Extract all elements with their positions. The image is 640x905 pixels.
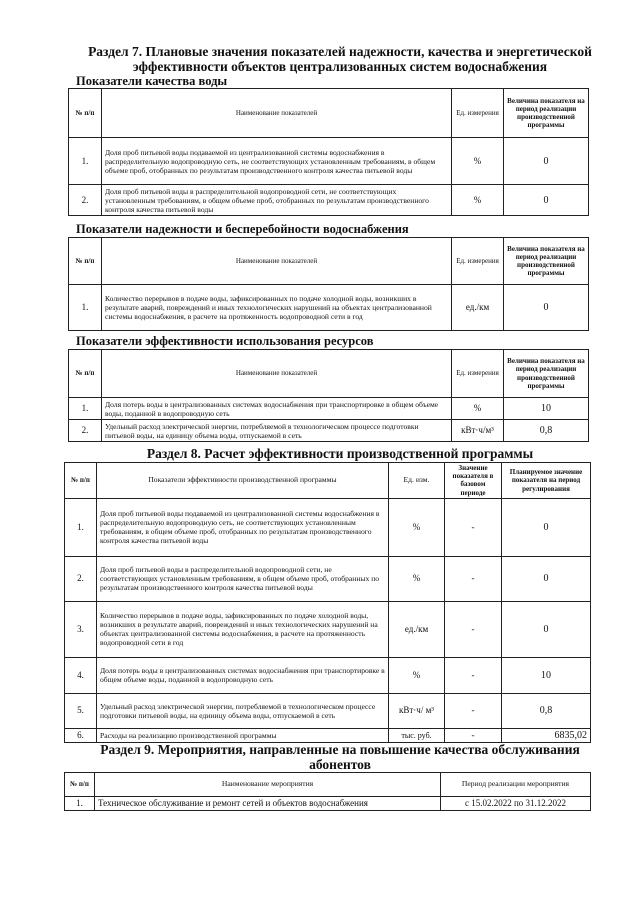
row-name: Доля проб питьевой воды в распределительной водопроводной сети, не соответствующих установленным требованиям, в общем объеме проб, отобранных по результатам производственного контроля качества питьевой воды (97, 556, 389, 601)
col-value: Величина показателя на период реализации производственной программы (504, 350, 589, 398)
row-planned: 0 (502, 556, 591, 601)
reliability-table (68, 237, 589, 331)
measures-table (64, 772, 591, 811)
row-base: - (445, 556, 502, 601)
row-num: 4. (65, 657, 97, 693)
row-period: с 15.02.2022 по 31.12.2022 (441, 797, 591, 811)
col-num: № п/п (69, 350, 102, 398)
row-unit: % (389, 556, 445, 601)
row-num: 1. (65, 498, 97, 556)
row-name: Количество перерывов в подаче воды, зафиксированных по подаче холодной воды, возникших в результате аварий, повреждений и иных технологических нарушений на объектах централизованной системы водоснабжения, в расчете на протяженность водопроводной сети в год (97, 601, 389, 657)
row-planned: 0,8 (502, 693, 591, 728)
row-base: - (445, 728, 502, 742)
row-value: 0 (504, 185, 589, 216)
reliability-title: Показатели надежности и бесперебойности водоснабжения (76, 222, 409, 236)
row-unit: % (452, 398, 504, 420)
row-planned: 0 (502, 498, 591, 556)
quality-title: Показатели качества воды (76, 74, 228, 88)
table-row (65, 556, 591, 601)
row-unit: % (452, 138, 504, 185)
row-name: Удельный расход электрической энергии, потребляемой в технологическом процессе подготовки питьевой воды, на единицу объема воды, отпускаемой в сеть (102, 420, 452, 442)
row-num: 1. (69, 398, 102, 420)
row-num: 1. (69, 138, 102, 185)
row-planned: 0 (502, 601, 591, 657)
row-unit: кВт·ч/ м³ (389, 693, 445, 728)
row-unit: % (452, 185, 504, 216)
row-name: Доля проб питьевой воды в распределительной водопроводной сети, не соответствующих установленным требованиям, в общем объеме проб, отобранных по результатам производственного контроля качества питьевой воды (102, 185, 452, 216)
row-name: Количество перерывов в подаче воды, зафиксированных по подаче холодной воды, возникших в результате аварий, повреждений и иных технологических нарушений на объектах централизованной системы водоснабжения, в расчете на протяженность водопроводной сети в год (102, 285, 452, 331)
col-name: Наименование мероприятия (95, 773, 441, 797)
table-row (69, 138, 589, 185)
col-num: № п/п (65, 773, 95, 797)
row-num: 5. (65, 693, 97, 728)
row-num: 2. (65, 556, 97, 601)
table-row (69, 285, 589, 331)
table-row (65, 693, 591, 728)
row-name: Расходы на реализацию производственной программы (97, 728, 389, 742)
table-row (69, 185, 589, 216)
row-value: 10 (504, 398, 589, 420)
col-num: № п/п (69, 238, 102, 285)
section7-title (70, 44, 610, 74)
section7-title-line2: эффективности объектов централизованных систем водоснабжения (132, 59, 548, 74)
row-unit: тыс. руб. (389, 728, 445, 742)
section8-header-row (65, 463, 591, 499)
col-planned: Планируемое значение показателя на период регулирования (502, 463, 591, 499)
row-base: - (445, 498, 502, 556)
section9-title-line2: абонентов (309, 757, 371, 772)
section7-title-line1: Раздел 7. Плановые значения показателей надежности, качества и энергетической (88, 44, 592, 59)
row-name: Удельный расход электрической энергии, потребляемой в технологическом процессе подготовки питьевой воды, на единицу объема воды, отпускаемой в сеть (97, 693, 389, 728)
row-planned: 6835,02 (502, 728, 591, 742)
table-row (69, 420, 589, 442)
row-name: Доля потерь воды в централизованных системах водоснабжения при транспортировке в общем объеме воды, поданной в водопроводную сеть (102, 398, 452, 420)
efficiency-calc-table (64, 462, 591, 743)
row-base: - (445, 657, 502, 693)
row-unit: % (389, 657, 445, 693)
row-num: 1. (65, 797, 95, 811)
row-unit: ед./км (452, 285, 504, 331)
row-unit: % (389, 498, 445, 556)
table-row (65, 797, 591, 811)
section9-title-line1: Раздел 9. Мероприятия, направленные на повышение качества обслуживания (100, 742, 580, 757)
row-name: Доля проб питьевой воды подаваемой из централизованной системы водоснабжения в распределительную водопроводную сеть, не соответствующих установленным требованиям, в общем объеме проб, отобранных по результатам производственного контроля качества питьевой воды (102, 138, 452, 185)
col-name: Наименование показателей (102, 238, 452, 285)
row-name: Доля потерь воды в централизованных системах водоснабжения при транспортировке в общем объеме воды, поданной в водопроводную сеть (97, 657, 389, 693)
row-unit: кВт·ч/м³ (452, 420, 504, 442)
row-value: 0 (504, 138, 589, 185)
col-period: Период реализации мероприятия (441, 773, 591, 797)
col-name: Наименование показателей (102, 350, 452, 398)
col-name: Показатели эффективности производственной программы (97, 463, 389, 499)
table-row (65, 657, 591, 693)
row-num: 1. (69, 285, 102, 331)
section9-title (70, 742, 610, 772)
col-unit: Ед. измерения (452, 238, 504, 285)
col-unit: Ед. измерения (452, 89, 504, 138)
efficiency-title: Показатели эффективности использования ресурсов (76, 334, 374, 348)
section8-title: Раздел 8. Расчет эффективности производственной программы (146, 446, 534, 461)
col-num: № п/п (69, 89, 102, 138)
col-unit: Ед. измерения (452, 350, 504, 398)
row-unit: ед./км (389, 601, 445, 657)
row-value: 0,8 (504, 420, 589, 442)
row-num: 2. (69, 420, 102, 442)
table-row (65, 498, 591, 556)
table-row (69, 398, 589, 420)
row-num: 2. (69, 185, 102, 216)
quality-table (68, 88, 589, 216)
row-base: - (445, 693, 502, 728)
row-num: 6. (65, 728, 97, 742)
efficiency-header-row (69, 350, 589, 398)
col-value: Величина показателя на период реализации производственной программы (504, 89, 589, 138)
row-planned: 10 (502, 657, 591, 693)
col-name: Наименование показателей (102, 89, 452, 138)
col-num: № п/п (65, 463, 97, 499)
efficiency-table (68, 349, 589, 442)
section9-header-row (65, 773, 591, 797)
table-row (65, 728, 591, 742)
reliability-header-row (69, 238, 589, 285)
row-name: Доля проб питьевой воды подаваемой из централизованной системы водоснабжения в распределительную водопроводную сеть, не соответствующих установленным требованиям, в общем объеме проб, отобранных по результатам производственного контроля качества питьевой воды (97, 498, 389, 556)
row-num: 3. (65, 601, 97, 657)
row-base: - (445, 601, 502, 657)
quality-header-row (69, 89, 589, 138)
col-base: Значение показателя в базовом периоде (445, 463, 502, 499)
table-row (65, 601, 591, 657)
col-value: Величина показателя на период реализации производственной программы (504, 238, 589, 285)
col-unit: Ед. изм. (389, 463, 445, 499)
row-name: Техническое обслуживание и ремонт сетей и объектов водоснабжения (95, 797, 441, 811)
row-value: 0 (504, 285, 589, 331)
